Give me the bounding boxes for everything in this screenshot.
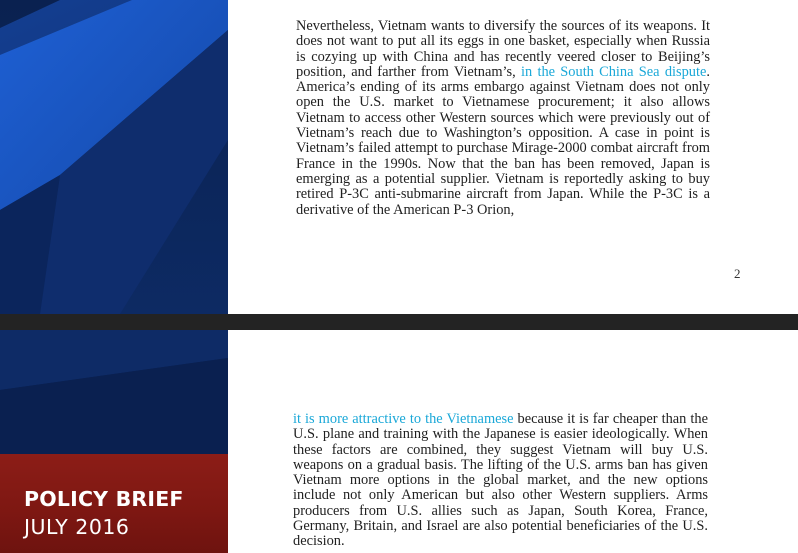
policy-brief-banner	[0, 454, 228, 553]
body-paragraph	[296, 19, 710, 218]
inline-link[interactable]: it is more attractive to the Vietnamese	[293, 411, 514, 427]
page-divider	[0, 314, 798, 330]
policy-brief-date: JULY 2016	[24, 515, 130, 539]
sidebar-decoration	[0, 330, 228, 553]
sidebar-decoration	[0, 0, 228, 314]
paragraph-text: . America’s ending of its arms embargo against Vietnam does not only open the U.S. market to Vietnamese procurement; it also allows Vietnam to access other Western sources which were previously out of Vietnam’s reach due to Washington’s opposition. A case in point is Vietnam’s failed attempt to purchase Mirage-2000 combat aircraft from France in the 1990s. Now that the ban has been removed, Japan is emerging as a potential supplier. Vietnam is reportedly asking to buy retired P-3C anti-submarine aircraft from Japan. While the P-3C is a derivative of the American P-3 Orion,	[296, 63, 710, 218]
page-number: 2	[734, 266, 741, 281]
inline-link[interactable]: in the South China Sea dispute	[521, 63, 707, 80]
page-content	[228, 330, 798, 553]
policy-brief-title: POLICY BRIEF	[24, 487, 184, 511]
page-content	[228, 0, 798, 314]
paragraph-text: because it is far cheaper than the U.S. plane and training with the Japanese is easier ideologically. When these factors are combined, they suggest Vietnam will buy U.S. weapons on a gradual basis. The lifting of the U.S. arms ban has given Vietnam more options in the global market, and the new options include not only American but also other Western suppliers. Arms producers from U.S. allies such as Japan, South Korea, France, Germany, Britain, and Israel are also potential beneficiaries of the U.S. decision.	[293, 411, 708, 550]
paragraph-text: Nevertheless, Vietnam wants to diversify the sources of its weapons. It does not want to put all its eggs in one basket, especially when Russia is cozying up with China and has recently veered closer to Beijing’s position, and farther from Vietnam’s,	[296, 18, 710, 80]
sidebar-graphic	[0, 0, 228, 314]
body-paragraph	[293, 412, 708, 550]
document-page-3	[0, 330, 798, 553]
